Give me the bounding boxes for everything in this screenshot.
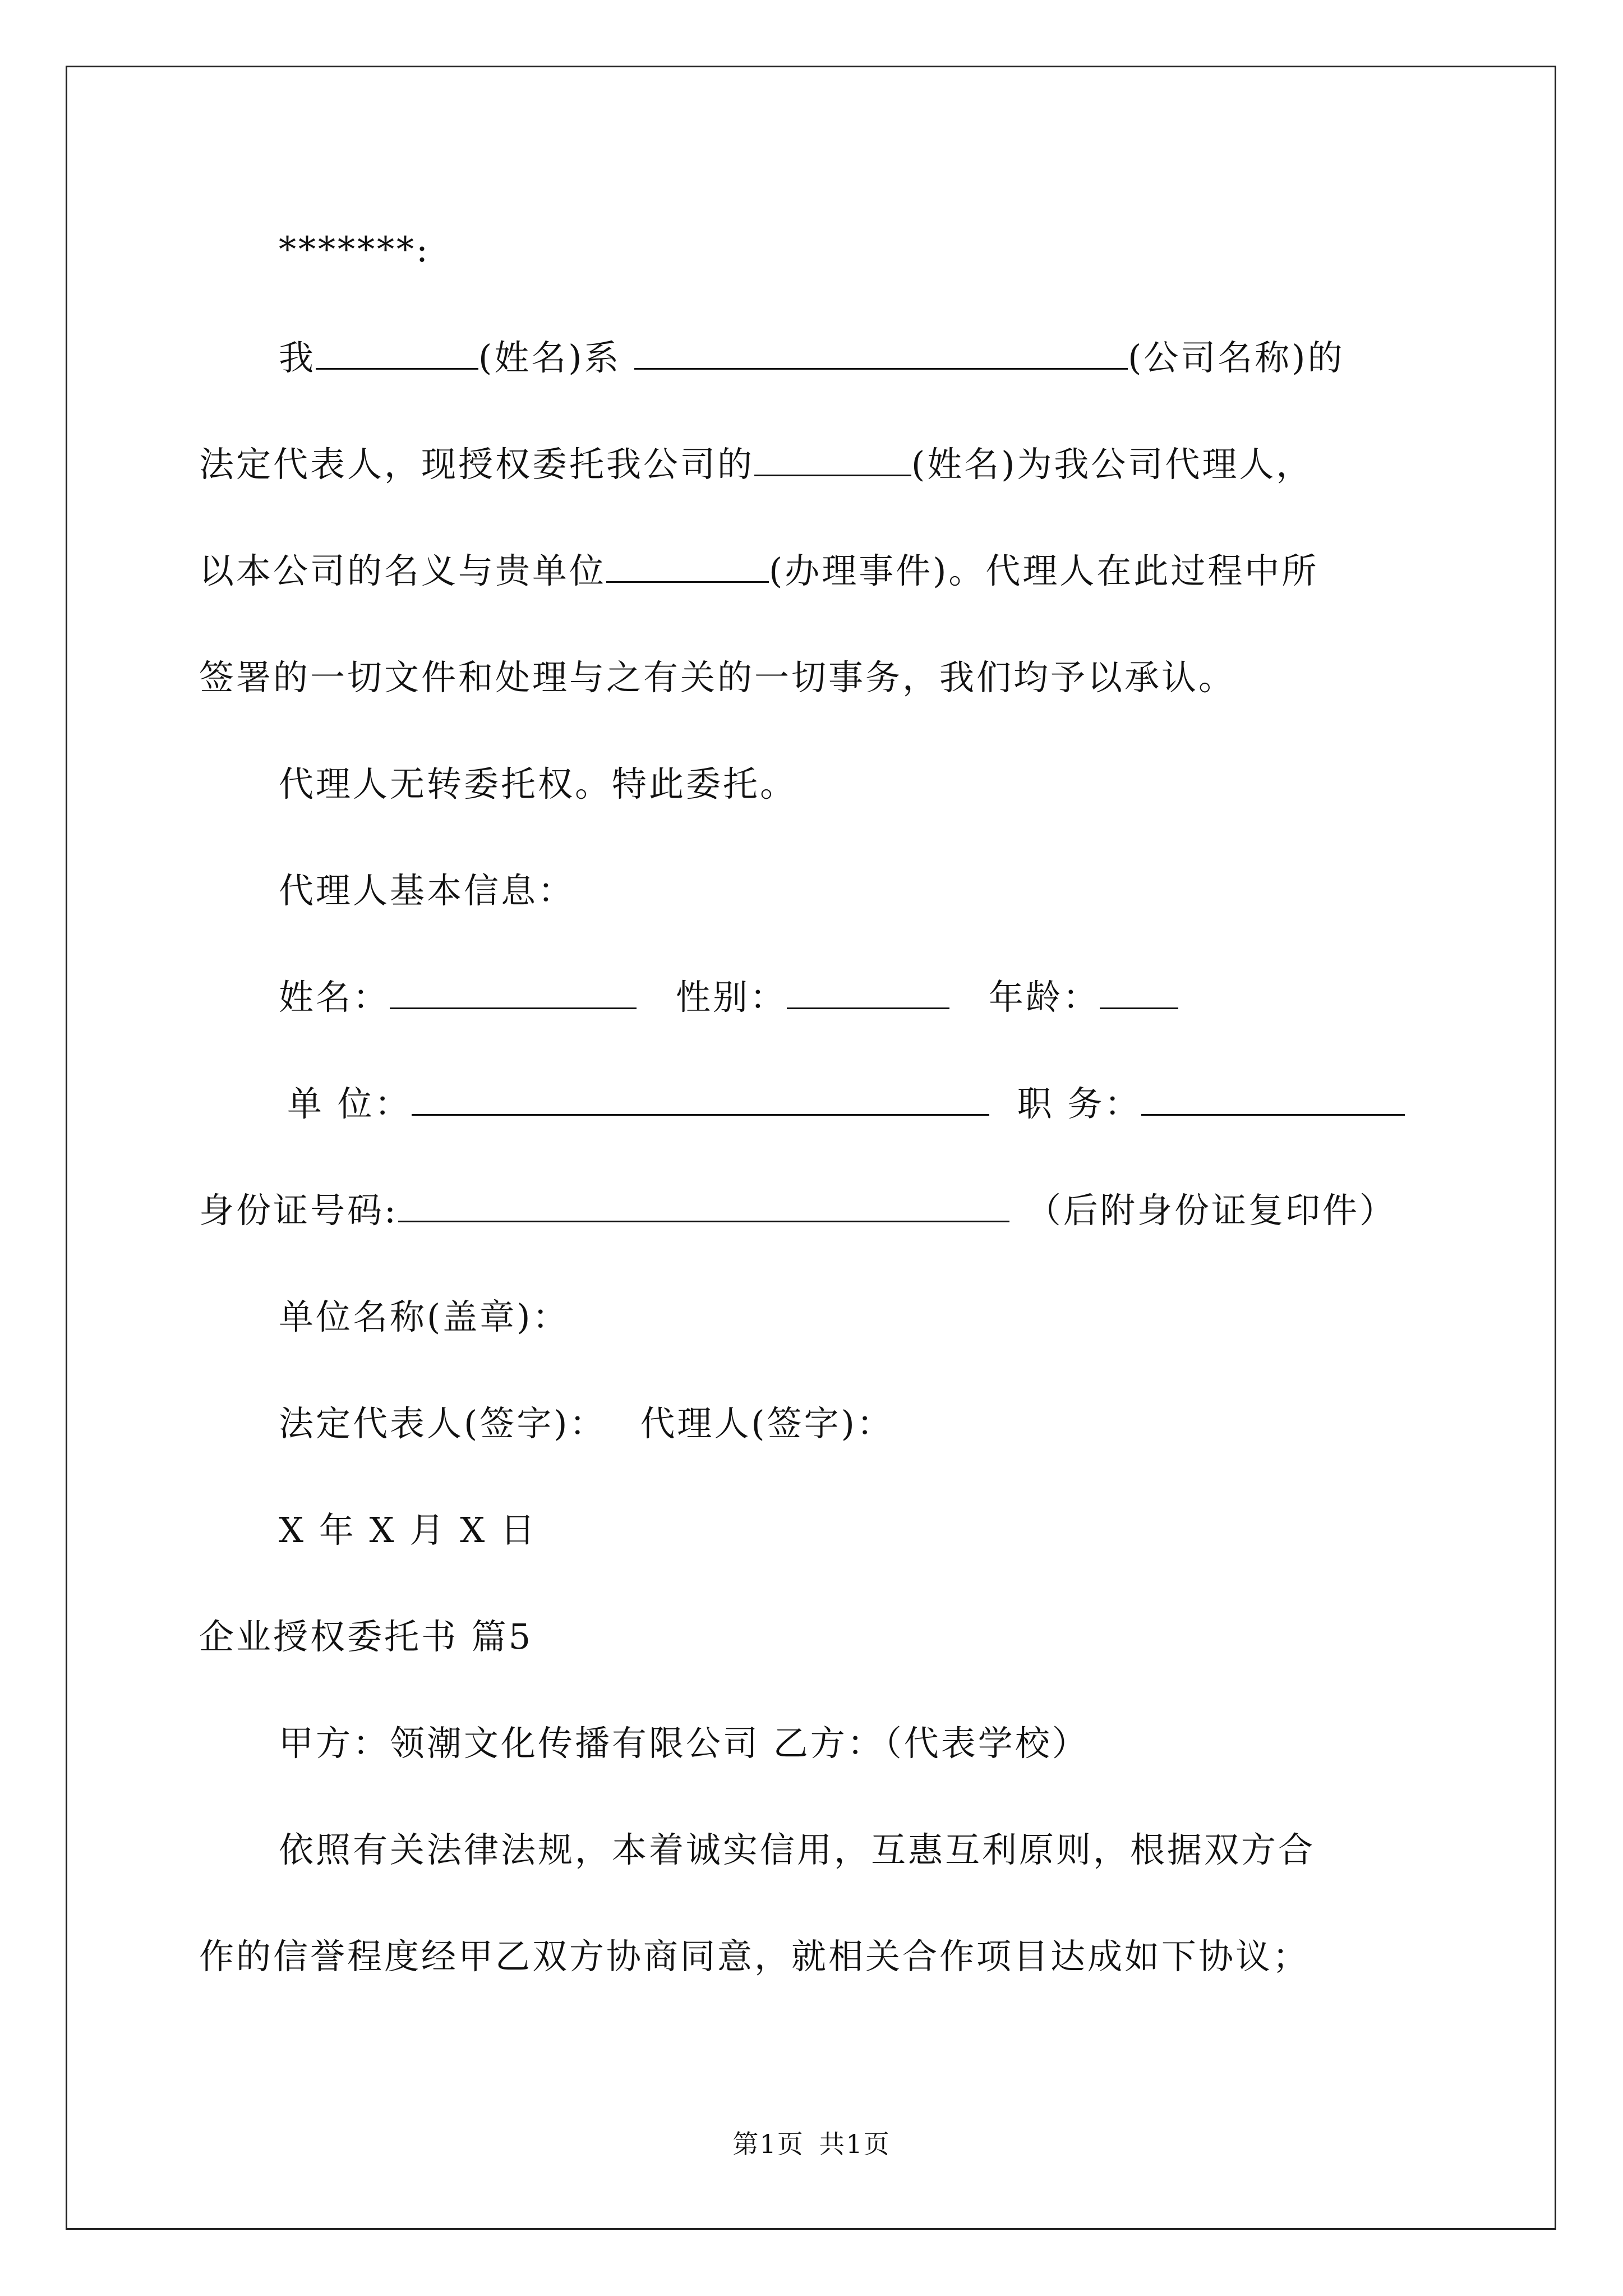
parties-text: 甲方：领潮文化传播有限公司 乙方：（代表学校） xyxy=(279,1723,1089,1764)
age-label: 年龄： xyxy=(989,977,1100,1018)
paragraph-1-line-4 xyxy=(199,655,1235,700)
id-copy-note: （后附身份证复印件） xyxy=(1026,1190,1396,1231)
blank-matter-field[interactable] xyxy=(606,550,769,583)
page-number: 第1页 共1页 xyxy=(732,2129,891,2159)
text-segment: 以本公司的名义与贵单位 xyxy=(199,550,607,591)
signature-line xyxy=(279,1401,894,1446)
agreement-text: 作的信誉程度经甲乙双方协商同意，就相关合作项目达成如下协议； xyxy=(199,1936,1310,1977)
id-number-label: 身份证号码: xyxy=(199,1190,398,1231)
age-field[interactable] xyxy=(1100,976,1178,1009)
text-segment: 法定代表人，现授权委托我公司的 xyxy=(199,444,755,485)
paragraph-1-line-1 xyxy=(279,335,1345,380)
id-number-field[interactable] xyxy=(398,1189,1009,1222)
agreement-line-1 xyxy=(279,1828,1315,1872)
text-segment: (姓名)为我公司代理人， xyxy=(911,444,1313,485)
id-number-field-row xyxy=(199,1188,1396,1233)
salutation xyxy=(279,227,430,272)
no-transfer-statement xyxy=(279,762,797,807)
agreement-line-2 xyxy=(199,1934,1310,1979)
position-label: 职 务： xyxy=(1017,1083,1142,1124)
text-segment: 我 xyxy=(279,337,316,378)
parties-line xyxy=(279,1721,1089,1766)
unit-seal-text: 单位名称(盖章)： xyxy=(279,1296,570,1337)
unit-field[interactable] xyxy=(412,1083,989,1116)
unit-label: 单 位： xyxy=(287,1083,412,1124)
text-segment: 签署的一切文件和处理与之有关的一切事务，我们均予以承认。 xyxy=(199,657,1236,698)
page-border xyxy=(66,66,1556,2230)
agent-signature-label: 代理人(签字)： xyxy=(640,1403,894,1444)
section-title-text: 企业授权委托书 篇5 xyxy=(199,1616,533,1657)
gender-label: 性别： xyxy=(676,977,787,1018)
section-title xyxy=(199,1614,533,1659)
gender-field[interactable] xyxy=(787,976,949,1009)
date-text: X 年 X 月 X 日 xyxy=(279,1510,537,1550)
agent-basic-fields xyxy=(279,975,1178,1020)
no-transfer-text: 代理人无转委托权。特此委托。 xyxy=(279,763,797,804)
position-field[interactable] xyxy=(1141,1083,1405,1116)
name-field[interactable] xyxy=(390,976,637,1009)
blank-company-name-field[interactable] xyxy=(634,337,1128,370)
agent-unit-fields xyxy=(287,1082,1405,1126)
blank-name-field[interactable] xyxy=(316,337,478,370)
unit-seal-line xyxy=(279,1295,569,1340)
text-segment: (公司名称)的 xyxy=(1128,337,1345,378)
paragraph-1-line-3 xyxy=(199,549,1318,593)
text-segment: (姓名)系 xyxy=(478,337,635,378)
agreement-text: 依照有关法律法规，本着诚实信用，互惠互利原则，根据双方合 xyxy=(279,1829,1316,1870)
legal-rep-signature-label: 法定代表人(签字)： xyxy=(279,1403,607,1444)
salutation-text: *******: xyxy=(279,229,430,270)
blank-agent-name-field[interactable] xyxy=(754,443,911,476)
name-label: 姓名： xyxy=(279,977,390,1018)
paragraph-1-line-2 xyxy=(199,442,1313,487)
page-footer xyxy=(0,2127,1623,2161)
text-segment: (办理事件)。代理人在此过程中所 xyxy=(769,550,1319,591)
agent-info-heading xyxy=(279,868,575,913)
agent-info-heading-text: 代理人基本信息： xyxy=(279,870,575,911)
date-line xyxy=(279,1508,537,1553)
